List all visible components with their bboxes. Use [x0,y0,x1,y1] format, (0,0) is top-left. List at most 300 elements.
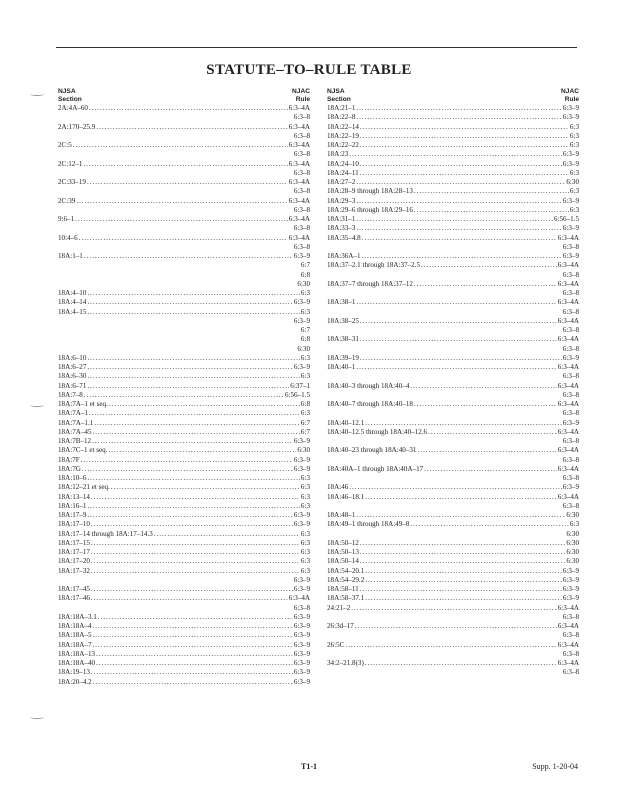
dot-leader [360,548,565,557]
rule-reference: 6:8 [300,335,310,344]
dot-leader [421,261,557,270]
rule-reference: 6:56–1.5 [284,390,310,399]
dot-leader [91,520,293,529]
rule-reference: 6:3–8 [562,501,579,510]
statute-section: 18A:23 [327,150,349,159]
dot-leader [93,678,293,687]
rule-reference: 6:3–9 [293,585,310,593]
statute-section: 18A:40A–1 through 18A:40A–17 [327,464,424,473]
table-row [58,493,310,502]
rule-reference: 6:3–8 [293,113,310,122]
rule-reference: 6:3–4A [557,316,579,325]
rule-reference: 6:3–4A [288,141,310,149]
statute-section: 18A:18A–7 [58,640,92,649]
statute-section: 26:3d–17 [327,622,354,630]
rule-reference: 6:3 [300,501,310,510]
rule-reference: 6:3–9 [293,520,310,529]
table-row [327,585,579,594]
statute-section: 18A:36A–1 [327,252,361,260]
rule-reference: 6:30 [297,446,310,455]
statute-section: 18A:38–25 [327,316,359,325]
rule-reference: 6:3–9 [562,418,579,427]
dot-leader [360,317,557,326]
dot-leader [96,650,293,659]
table-row [58,215,310,234]
dot-leader [410,520,569,529]
dot-leader [91,493,300,502]
statute-section: 18A:31–1 [327,215,356,223]
rule-reference: 6:3–9 [562,150,579,159]
dot-leader [356,298,556,307]
rule-reference: 6:3–8 [562,455,579,464]
rule-reference: 6:3–4A [288,233,310,242]
table-row [327,446,579,465]
statute-section: 10:4–6 [58,233,78,242]
table-row [327,113,579,122]
table-row [58,622,310,631]
statute-section: 18A:4–15 [58,307,87,316]
dot-leader [91,539,300,548]
dot-leader [83,160,287,169]
table-row [327,123,579,132]
rule-reference: 6:3–8 [293,187,310,196]
dot-leader [93,428,300,437]
rule-reference: 6:3–8 [562,631,579,640]
statute-section: 18A:37–2.1 through 18A:37–2.5 [327,261,421,270]
dot-leader [109,400,300,409]
statute-section: 18A:10–6 [58,474,87,482]
statute-section: 18A:58–11 [327,585,359,593]
rule-reference: 6:3–8 [293,205,310,214]
statute-section: 18A:29–3 [327,196,356,205]
statute-section: 24:21–2 [327,603,351,612]
statute-section: 18A:24–11 [327,168,359,177]
rule-reference: 6:3–8 [562,372,579,381]
rule-reference: 6:8 [300,270,310,279]
table-row [58,178,310,197]
dot-leader [92,437,293,446]
rule-reference: 6:3–4A [557,335,579,344]
rule-reference: 6:7 [300,418,310,427]
table-row [327,557,579,566]
header-rule: Rule [295,96,310,103]
column-header [327,88,579,104]
statute-section: 18A:17–14 through 18A:17–14.3 [58,529,153,538]
table-row [58,530,310,539]
rule-reference: 6:3–9 [562,224,579,233]
rule-reference: 6:30 [566,178,579,186]
rule-reference: 6:3–4A [557,603,579,612]
table-row [327,641,579,660]
statute-section: 18A:7B–12 [58,437,92,445]
table-row [58,391,310,400]
statute-section: 9:6–1 [58,215,75,223]
table-row [58,659,310,668]
rule-reference: 6:3–4A [557,492,579,501]
dot-leader [96,659,293,668]
table-row [58,298,310,307]
dot-leader [360,132,569,141]
rule-reference: 6:3–9 [293,455,310,464]
rule-reference: 6:7 [300,326,310,334]
dot-leader [410,382,556,391]
rule-reference: 6:30 [566,548,579,556]
rule-reference: 6:3–9 [293,363,310,371]
header-njsa: NJSA [327,88,345,95]
statute-section: 18A:17–17 [58,548,90,556]
rule-reference: 6:3–4A [288,196,310,205]
left-entry-list [58,104,310,687]
rule-reference: 6:3–9 [562,159,579,168]
rule-reference: 6:3–8 [562,437,579,445]
statute-section: 18A:27–2 [327,178,356,186]
table-row [58,668,310,677]
dot-leader [87,382,289,391]
statute-section: 18A:7–8 [58,390,83,399]
statute-section: 18A:48–1 [327,511,356,519]
dot-leader [414,400,557,409]
dot-leader [87,178,288,187]
table-row [327,465,579,484]
statute-section: 18A:19–13 [58,668,90,677]
dot-leader [360,169,569,178]
dot-leader [98,613,293,622]
statute-section: 18A:40–7 through 18A:40–18 [327,400,413,408]
table-row [58,631,310,640]
table-row [327,335,579,354]
dot-leader [414,206,569,215]
dot-leader [356,511,565,520]
rule-reference: 6:3–4A [557,233,579,242]
table-row [327,187,579,196]
statute-section: 2C:12–1 [58,159,83,168]
table-row [327,548,579,557]
statute-section: 18A:17–46 [58,594,90,603]
dot-leader [360,354,562,363]
statute-section: 18A:6–10 [58,353,87,362]
table-row [327,483,579,492]
table-row [327,419,579,428]
rule-reference: 6:3–4A [557,298,579,307]
rule-reference: 6:3–8 [562,409,579,418]
dot-leader [87,298,292,307]
rule-reference: 6:3–8 [562,474,579,482]
rule-reference: 6:3–9 [293,668,310,677]
table-row [58,104,310,123]
rule-reference: 6:3–4A [288,178,310,186]
dot-leader [360,160,562,169]
rule-reference: 6:3–8 [293,224,310,233]
table-row [58,557,310,566]
rule-reference: 6:3 [569,122,579,131]
table-row [58,456,310,465]
rule-reference: 6:3–4A [288,215,310,223]
statute-section: 18A:12–21 et seq. [58,483,110,492]
table-row [327,224,579,233]
table-row [327,197,579,206]
dot-leader [362,252,562,261]
dot-leader [351,604,556,613]
rule-reference: 6:3–9 [293,575,310,584]
table-row [58,372,310,381]
statute-section: 34:2–21.8(3) [327,659,364,667]
table-row [58,160,310,179]
table-row [58,483,310,492]
column-header [58,88,310,104]
statute-section: 18A:7C–1 et seq. [58,446,108,455]
table-row [58,678,310,687]
rule-reference: 6:3–4A [557,400,579,408]
rule-reference: 6:3 [300,492,310,501]
statute-section: 2C:39 [58,196,76,205]
rule-reference: 6:3 [300,409,310,418]
table-row [327,539,579,548]
statute-section: 2A:4A–60 [58,104,88,112]
rule-reference: 6:3–4A [557,427,579,436]
table-row [327,317,579,336]
statute-section: 18A:29–6 through 18A:29–16 [327,205,413,214]
table-row [327,261,579,280]
dot-leader [360,557,565,566]
rule-reference: 6:3–4A [557,279,579,288]
dot-leader [356,113,561,122]
header-section: Section [58,96,82,103]
rule-reference: 6:8 [300,400,310,408]
table-row [327,567,579,576]
statute-section: 18A:18A–4 [58,622,92,630]
dot-leader [93,622,293,631]
rule-reference: 6:3–8 [293,131,310,140]
dot-leader [365,576,562,585]
statute-section: 18A:35–4.8 [327,233,361,242]
table-row [58,613,310,622]
table-row [58,141,310,160]
table-row [58,363,310,372]
rule-reference: 6:3–8 [562,270,579,279]
dot-leader [96,123,287,132]
rule-reference: 6:3 [300,474,310,482]
table-row [327,382,579,401]
table-row [58,252,310,289]
right-entry-list [327,104,579,678]
statute-section: 18A:40–1 [327,363,356,371]
rule-reference: 6:3–9 [562,104,579,112]
table-row [58,354,310,363]
dot-leader [111,483,300,492]
statute-section: 18A:46 [327,483,349,492]
rule-reference: 6:3–8 [293,150,310,159]
statute-section: 18A:49–1 through 18A:49–8 [327,520,410,529]
table-row [327,400,579,419]
statute-section: 18A:18A–3.1 [58,612,97,621]
statute-section: 18A:20–4.2 [58,677,92,686]
statute-section: 18A:1–1 [58,252,83,260]
table-row [58,234,310,253]
table-row [58,548,310,557]
table-row [58,400,310,409]
table-row [327,604,579,623]
statute-section: 18A:18A–40 [58,659,96,667]
dot-leader [87,474,300,483]
rule-reference: 6:37–1 [290,381,310,390]
table-row [58,511,310,520]
rule-reference: 6:3 [569,131,579,140]
rule-reference: 6:3 [569,168,579,177]
rule-reference: 6:3–9 [293,649,310,658]
dot-leader [424,465,557,474]
rule-reference: 6:3–4A [557,363,579,371]
dot-leader [89,104,288,113]
statute-section: 18A:13–14 [58,492,90,501]
dot-leader [87,354,300,363]
dot-leader [76,197,287,206]
dot-leader [356,178,565,187]
statute-section: 18A:17–32 [58,566,90,575]
statute-section: 18A:17–9 [58,511,87,519]
dot-leader [91,585,293,594]
rule-reference: 6:30 [297,344,310,353]
statute-section: 18A:7G [58,464,81,473]
rule-reference: 6:7 [300,261,310,270]
statute-section: 18A:28–9 through 18A:28–13 [327,187,413,196]
rule-reference: 6:3 [300,529,310,538]
statute-section: 18A:22–14 [327,122,359,131]
statute-section: 18A:7A–45 [58,427,92,436]
statute-section: 18A:39–19 [327,353,359,362]
table-row [58,446,310,455]
statute-section: 18A:18A–5 [58,631,92,640]
table-row [58,502,310,511]
dot-leader [356,104,561,113]
rule-reference: 6:3 [569,520,579,529]
rule-reference: 6:30 [566,557,579,566]
dot-leader [365,659,557,668]
dot-leader [356,215,553,224]
dot-leader [87,511,292,520]
rule-reference: 6:30 [566,529,579,538]
rule-reference: 6:3–8 [562,307,579,316]
table-row [58,520,310,529]
rule-reference: 6:3–9 [293,316,310,325]
header-njsa: NJSA [58,88,76,95]
statute-section: 18A:54–29.2 [327,575,365,584]
left-column [58,88,310,687]
supplement-date: Supp. 1-20-04 [532,762,578,771]
rule-reference: 6:3 [300,307,310,316]
dot-leader [362,234,557,243]
statute-section: 18A:7A–1.1 [58,418,94,427]
statute-section: 18A:40–23 through 18A:40–31 [327,446,417,455]
dot-leader [91,668,293,677]
binding-mark [30,403,44,407]
dot-leader [365,493,556,502]
rule-reference: 6:3 [569,205,579,214]
table-row [327,594,579,603]
rule-reference: 6:3–9 [562,113,579,122]
statute-section: 2C:33–19 [58,178,86,186]
table-row [327,493,579,512]
rule-reference: 6:3–9 [293,612,310,621]
table-row [58,465,310,474]
dot-leader [417,446,556,455]
dot-leader [365,567,562,576]
table-row [58,539,310,548]
statute-section: 18A:58–37.1 [327,594,365,603]
rule-reference: 6:3–8 [562,326,579,334]
table-row [327,132,579,141]
statute-section: 18A:6–30 [58,372,87,381]
right-column [327,88,579,678]
statute-section: 18A:46–18.1 [327,492,365,501]
dot-leader [79,234,288,243]
rule-reference: 6:3 [300,372,310,381]
rule-reference: 6:30 [566,538,579,547]
rule-reference: 6:3–9 [293,640,310,649]
statute-section: 18A:4–14 [58,298,87,307]
dot-leader [87,289,300,298]
table-row [327,354,579,363]
statute-section: 18A:24–10 [327,159,359,168]
statute-section: 18A:37–7 through 18A:37–12 [327,279,413,288]
rule-reference: 6:3 [300,557,310,566]
rule-reference: 6:3–4A [288,159,310,168]
rule-reference: 6:3 [300,289,310,297]
statute-section: 18A:7A–1 [58,409,88,418]
table-row [58,419,310,428]
statute-section: 2C:5 [58,141,72,149]
statute-section: 18A:21–1 [327,104,356,112]
table-row [327,252,579,261]
statute-section: 18A:54–20.1 [327,566,365,575]
dot-leader [365,419,562,428]
dot-leader [81,456,293,465]
statute-section: 18A:6–71 [58,381,87,390]
statute-section: 18A:40–3 through 18A:40–4 [327,381,410,390]
table-row [58,428,310,437]
dot-leader [360,123,569,132]
dot-leader [82,465,293,474]
statute-section: 18A:22–8 [327,113,356,122]
statute-section: 18A:40–12.1 [327,418,365,427]
statute-section: 18A:17–20 [58,557,90,566]
dot-leader [108,446,296,455]
table-row [327,141,579,150]
table-row [58,437,310,446]
rule-reference: 6:3 [300,548,310,556]
dot-leader [87,308,300,317]
table-row [327,206,579,215]
rule-reference: 6:3–9 [562,196,579,205]
rule-reference: 6:3–4A [288,594,310,603]
rule-reference: 6:3–8 [562,344,579,353]
dot-leader [414,280,557,289]
rule-reference: 6:3–9 [293,437,310,445]
statute-section: 18A:4–10 [58,289,87,297]
rule-reference: 6:3–4A [557,381,579,390]
table-row [58,123,310,142]
rule-reference: 6:3–8 [562,668,579,677]
rule-reference: 6:30 [566,511,579,519]
table-row [58,289,310,298]
dot-leader [154,530,300,539]
table-row [327,104,579,113]
table-row [327,178,579,187]
rule-reference: 6:3–9 [562,353,579,362]
dot-leader [84,252,293,261]
rule-reference: 6:3–9 [293,659,310,667]
table-row [58,474,310,483]
dot-leader [349,150,562,159]
